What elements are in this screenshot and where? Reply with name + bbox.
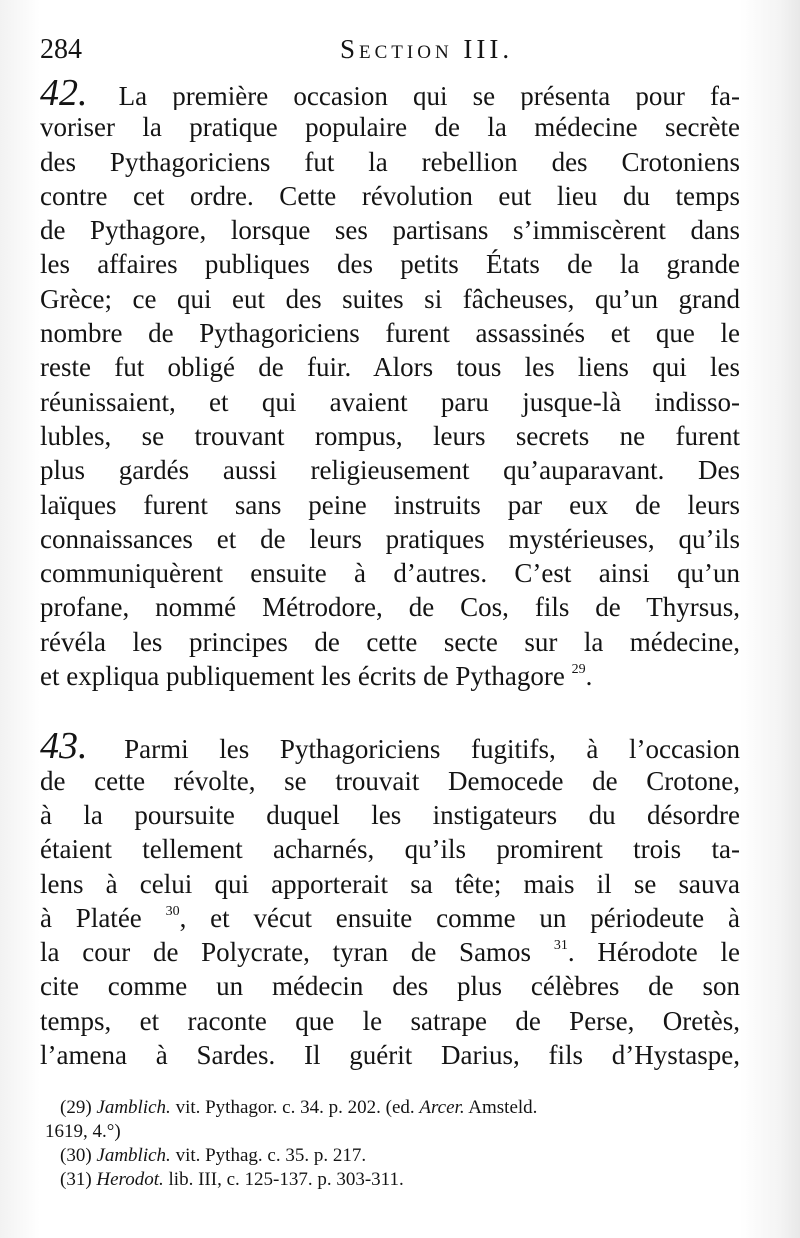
text-line: 43. Parmi les Pythagoriciens fugitifs, à l’occasion: [40, 729, 740, 763]
text-line: l’amena à Sardes. Il guérit Darius, fils d’Hystaspe,: [40, 1040, 740, 1071]
footnote-ref: 29: [571, 662, 586, 678]
text-line: de Pythagore, lorsque ses partisans s’immiscèrent dans: [40, 215, 740, 246]
text-line: de cette révolte, se trouvait Democede de Crotone,: [40, 765, 740, 796]
text-line: temps, et raconte que le satrape de Perse, Oretès,: [40, 1005, 740, 1036]
text-line: étaient tellement acharnés, qu’ils promirent trois ta-: [40, 834, 740, 865]
paragraph-43: [40, 729, 740, 1072]
page-header: [40, 34, 750, 74]
text-line: les affaires publiques des petits États de la grande: [40, 249, 740, 280]
text-line: réunissaient, et qui avaient paru jusque-là indisso-: [40, 386, 740, 417]
text-line: communiquèrent ensuite à d’autres. C’est ainsi qu’un: [40, 558, 740, 589]
text-line: à Platée $^{30}$, et vécut ensuite comme un périodeute à: [40, 902, 740, 933]
page-number: 284: [40, 34, 82, 65]
text-line: à la poursuite duquel les instigateurs du désordre: [40, 799, 740, 830]
text-line: Grèce; ce qui eut des suites si fâcheuses, qu’un grand: [40, 283, 740, 314]
footnote-ref: 30: [165, 903, 180, 919]
text-line: des Pythagoriciens fut la rebellion des Crotoniens: [40, 146, 740, 177]
text-line: profane, nommé Métrodore, de Cos, fils de Thyrsus,: [40, 592, 740, 623]
footnote-ref: 31: [553, 938, 568, 954]
page-body: [40, 76, 740, 1072]
paragraph-number: 42.: [40, 76, 88, 111]
text-line: reste fut obligé de fuir. Alors tous les liens qui les: [40, 352, 740, 383]
text-line: la cour de Polycrate, tyran de Samos $^{31}$. Hérodote le: [40, 937, 740, 968]
running-head: Section III.: [340, 34, 514, 64]
footnote-29-continued: 1619, 4.°): [45, 1121, 121, 1142]
paragraph-42: [40, 76, 740, 693]
footnotes: [45, 1096, 760, 1192]
footnote-30: (30) Jamblich. vit. Pythag. c. 35. p. 217.: [60, 1145, 367, 1166]
text-line: lubles, se trouvant rompus, leurs secrets ne furent: [40, 420, 740, 451]
text-line: plus gardés aussi religieusement qu’auparavant. Des: [40, 455, 740, 486]
footnote-29: (29) Jamblich. vit. Pythagor. c. 34. p. 202. (ed. Arcer. Amsteld.: [60, 1097, 538, 1118]
text-line: cite comme un médecin des plus célèbres de son: [40, 971, 740, 1002]
text-line: voriser la pratique populaire de la médecine secrète: [40, 112, 740, 143]
text-line: révéla les principes de cette secte sur la médecine,: [40, 626, 740, 657]
text-line: connaissances et de leurs pratiques mystérieuses, qu’ils: [40, 523, 740, 554]
text-line: et expliqua publiquement les écrits de Pythagore $^{29}$.: [40, 661, 593, 692]
text-line: contre cet ordre. Cette révolution eut lieu du temps: [40, 180, 740, 211]
footnote-31: (31) Herodot. lib. III, c. 125-137. p. 303-311.: [60, 1169, 404, 1190]
text-line: 42. La première occasion qui se présenta pour fa-: [40, 76, 740, 110]
text-line: laïques furent sans peine instruits par eux de leurs: [40, 489, 740, 520]
text-line: nombre de Pythagoriciens furent assassinés et que le: [40, 318, 740, 349]
paragraph-number: 43.: [40, 729, 88, 764]
text-line: lens à celui qui apporterait sa tête; mais il se sauva: [40, 868, 740, 899]
